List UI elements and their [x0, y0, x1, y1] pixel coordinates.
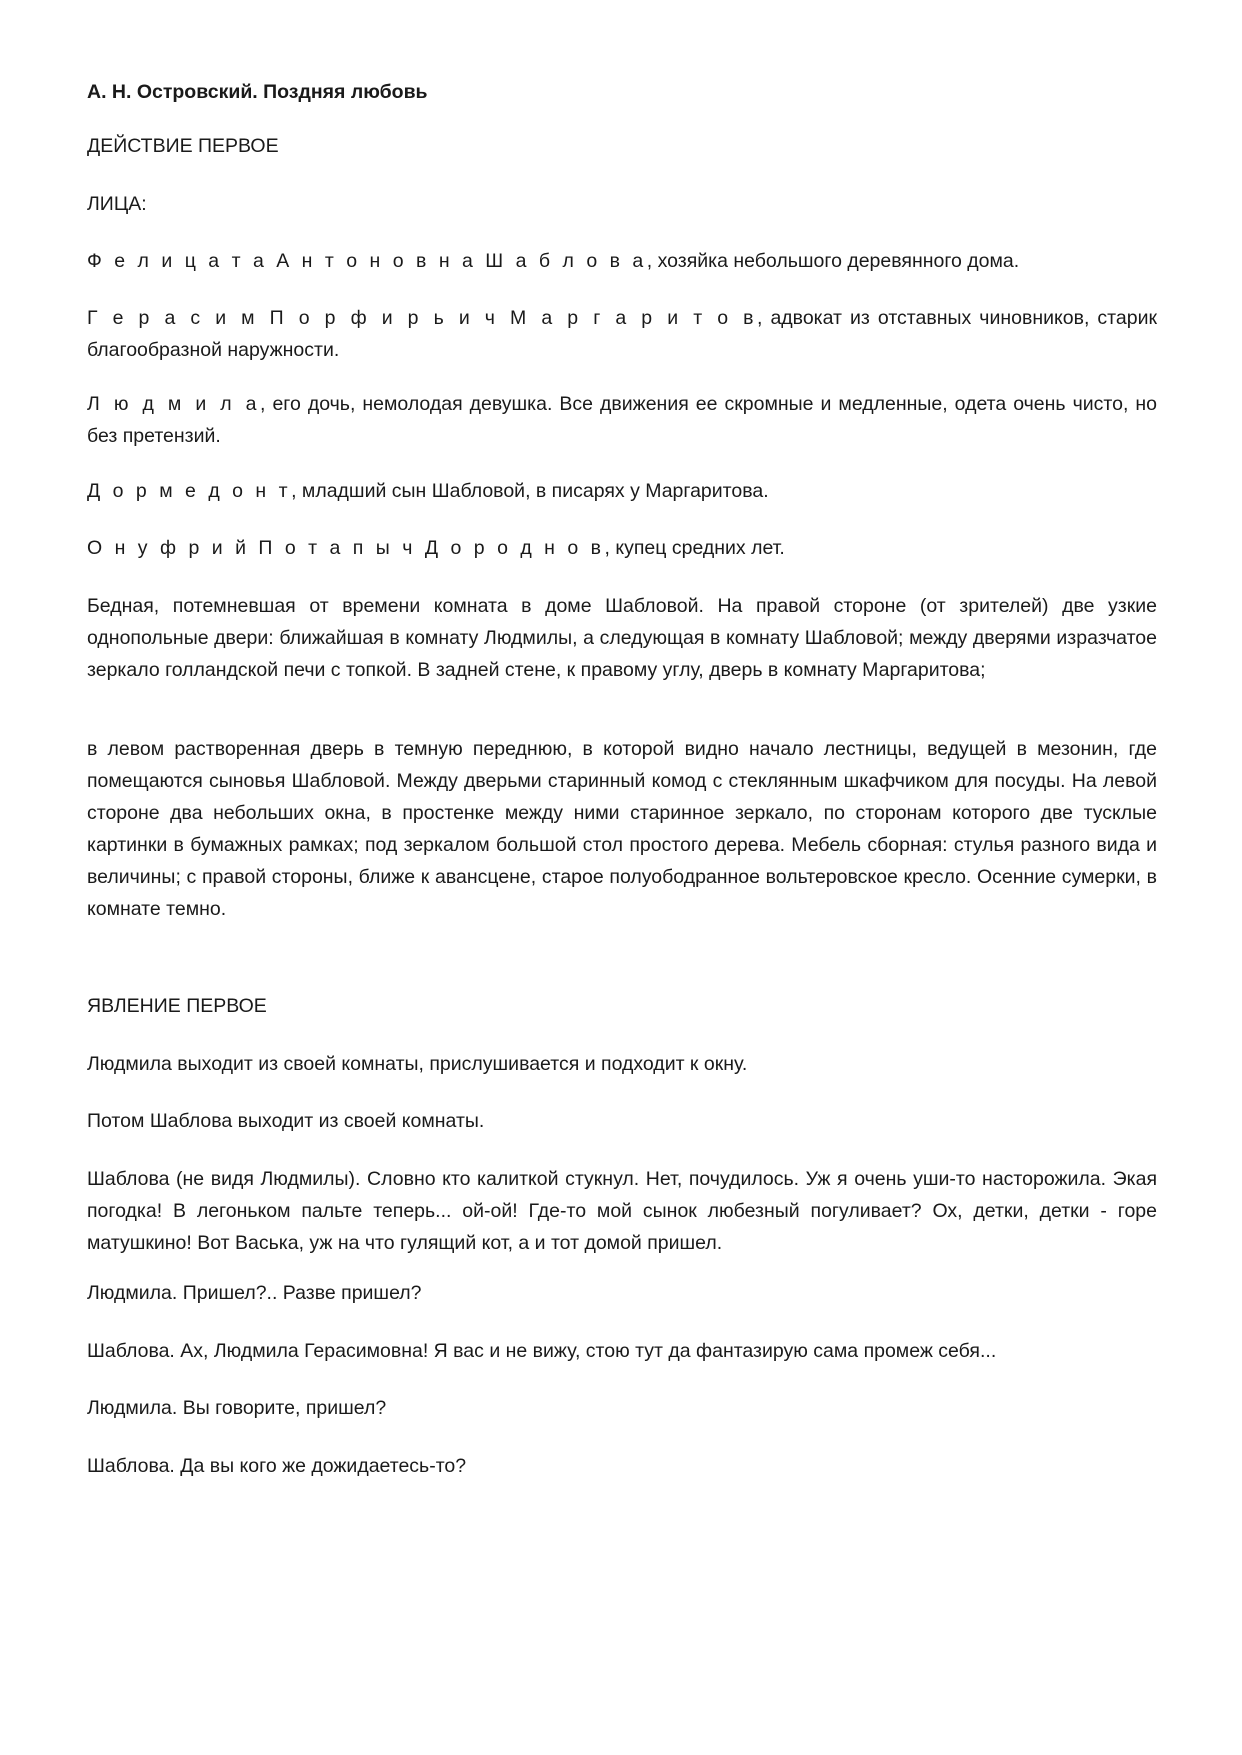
- character-entry: [87, 532, 1157, 564]
- character-description: , адвокат из отставных чиновников, старик благообразной наружности.: [87, 307, 1157, 361]
- character-name: Д о р м е д о н т: [87, 480, 292, 502]
- character-entry: [87, 302, 1157, 366]
- document-title: А. Н. Островский. Поздняя любовь: [87, 81, 428, 103]
- character-description: , купец средних лет.: [604, 537, 785, 559]
- character-entry: [87, 245, 1157, 277]
- dialogue-line: Шаблова (не видя Людмилы). Словно кто калиткой стукнул. Нет, почудилось. Уж я очень уши-то насторожила. Экая погодка! В легоньком пальте теперь... ой-ой! Где-то мой сынок любезный погуливает? Ох, детки, детки - горе матушкино! Вот Васька, уж на что гулящий кот, а и тот домой пришел.: [87, 1168, 1157, 1254]
- character-name: Л ю д м и л а: [87, 393, 261, 415]
- dialogue-line: Шаблова. Ах, Людмила Герасимовна! Я вас и не вижу, стою тут да фантазирую сама промеж себя...: [87, 1340, 997, 1362]
- character-description: , младший сын Шабловой, в писарях у Маргаритова.: [291, 480, 769, 502]
- dialogue-line: Людмила. Пришел?.. Разве пришел?: [87, 1282, 422, 1304]
- setting-description: в левом растворенная дверь в темную переднюю, в которой видно начало лестницы, ведущей в мезонин, где помещаются сыновья Шабловой. Между дверьми старинный комод с стеклянным шкафчиком для посуды. На левой стороне два небольших окна, в простенке между ними старинное зеркало, по сторонам которого две тусклые картинки в бумажных рамках; под зеркалом большой стол простого дерева. Мебель сборная: стулья разного вида и величины; с правой стороны, ближе к авансцене, старое полуободранное вольтеровское кресло. Осенние сумерки, в комнате темно.: [87, 738, 1157, 920]
- character-name: Ф е л и ц а т а А н т о н о в н а Ш а б л о в а: [87, 250, 647, 272]
- act-heading: ДЕЙСТВИЕ ПЕРВОЕ: [87, 135, 279, 157]
- character-description: , его дочь, немолодая девушка. Все движения ее скромные и медленные, одета очень чисто, но без претензий.: [87, 393, 1157, 447]
- setting-description: Бедная, потемневшая от времени комната в доме Шабловой. На правой стороне (от зрителей) две узкие однопольные двери: ближайшая в комнату Людмилы, а следующая в комнату Шабловой; между дверями изразчатое зеркало голландской печи с топкой. В задней стене, к правому углу, дверь в комнату Маргаритова;: [87, 595, 1157, 681]
- dialogue-line: Людмила. Вы говорите, пришел?: [87, 1397, 387, 1419]
- character-name: Г е р а с и м П о р ф и р ь и ч М а р г а р и т о в: [87, 307, 757, 329]
- stage-direction: Потом Шаблова выходит из своей комнаты.: [87, 1110, 485, 1132]
- character-entry: [87, 388, 1157, 452]
- stage-direction: Людмила выходит из своей комнаты, прислушивается и подходит к окну.: [87, 1053, 748, 1075]
- character-description: , хозяйка небольшого деревянного дома.: [646, 250, 1020, 272]
- scene-heading: ЯВЛЕНИЕ ПЕРВОЕ: [87, 995, 267, 1017]
- character-entry: [87, 475, 1157, 507]
- dialogue-line: Шаблова. Да вы кого же дожидаетесь-то?: [87, 1455, 467, 1477]
- character-name: О н у ф р и й П о т а п ы ч Д о р о д н о в: [87, 537, 605, 559]
- persons-heading: ЛИЦА:: [87, 193, 147, 215]
